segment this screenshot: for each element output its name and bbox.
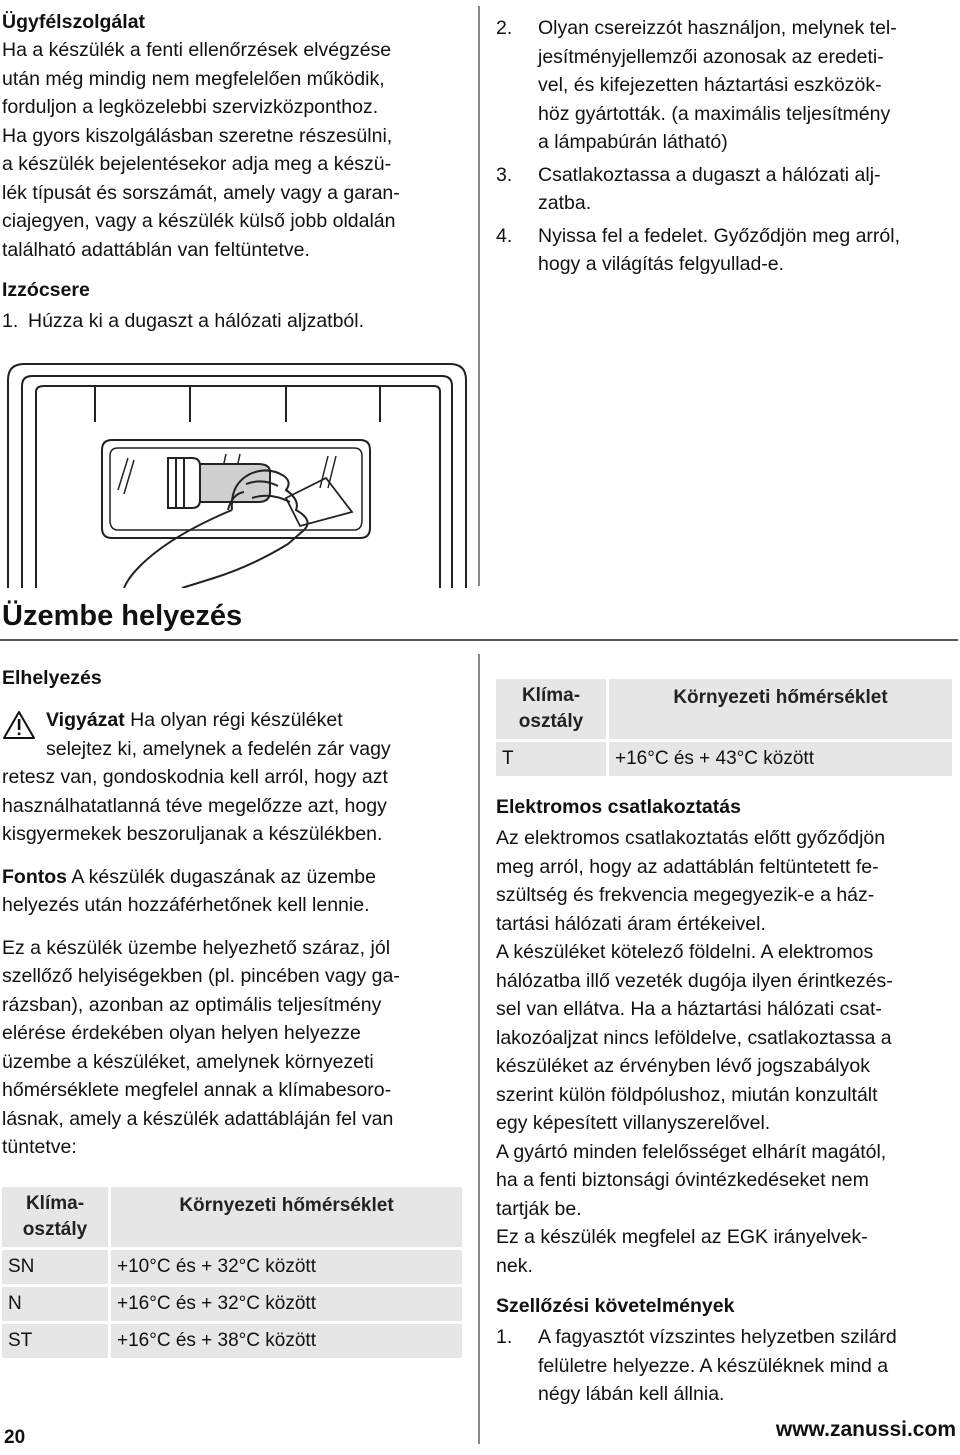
text-line: felületre helyezze. A készüléknek mind a bbox=[538, 1354, 889, 1377]
text-line: a lámpabúrán látható) bbox=[538, 131, 728, 153]
text-line: osztály bbox=[22, 1219, 88, 1240]
text-line: A fagyasztót vízszintes helyzetben szilárd bbox=[538, 1326, 897, 1348]
text-line: tartják be. bbox=[496, 1197, 582, 1220]
text-line: A gyártó minden felelősséget elhárít magától, bbox=[496, 1140, 887, 1163]
text-line: található adattáblán van feltüntetve. bbox=[2, 238, 310, 261]
table-row bbox=[2, 1287, 462, 1321]
step-text: Húzza ki a dugaszt a hálózati aljzatból. bbox=[28, 310, 365, 332]
warning-triangle-icon bbox=[2, 710, 36, 740]
text-line: hogy a világítás felgyullad-e. bbox=[538, 253, 785, 275]
text-line: hőmérséklete megfelel annak a klímabesoro- bbox=[2, 1079, 392, 1101]
text-line: üzembe a készüléket, amelynek környezeti bbox=[2, 1050, 374, 1073]
installation-section-title: Üzembe helyezés bbox=[2, 600, 243, 632]
text-line: rázsban), azonban az optimális teljesítmény bbox=[2, 993, 382, 1016]
text-line: lásnak, amely a készülék adattábláján fel van bbox=[2, 1107, 394, 1130]
text-line: sel van ellátva. Ha a háztartási hálózati csat- bbox=[496, 998, 882, 1020]
bulb-steps-list-continued bbox=[496, 14, 958, 279]
text-line: meg arról, hogy az adattáblán feltüntetett fe- bbox=[496, 855, 879, 878]
text-line: használhatatlanná téve megelőzze azt, hogy bbox=[2, 794, 387, 817]
lamp-replacement-illustration bbox=[0, 360, 480, 588]
warning-block bbox=[2, 706, 464, 849]
climate-class-cell: N bbox=[2, 1287, 108, 1321]
electrical-heading: Elektromos csatlakoztatás bbox=[496, 796, 741, 818]
text-line: tüntetve: bbox=[2, 1136, 77, 1158]
temperature-cell: +10°C és + 32°C között bbox=[111, 1250, 462, 1284]
bulb-steps-continued bbox=[496, 14, 958, 279]
warning-text: selejtez ki, amelynek a fedelén zár vagy bbox=[46, 737, 391, 760]
text-line: lék típusát és sorszámát, amely vagy a garan- bbox=[2, 181, 400, 204]
text-line: Ha gyors kiszolgálásban szeretne részesülni, bbox=[2, 124, 393, 147]
column-header-climate-class bbox=[496, 679, 606, 739]
text-line: retesz van, gondoskodnia kell arról, hogy azt bbox=[2, 766, 388, 788]
list-item bbox=[496, 161, 958, 218]
list-item bbox=[496, 1323, 956, 1409]
important-note bbox=[2, 863, 464, 920]
list-item bbox=[496, 222, 958, 279]
table-row bbox=[2, 1324, 462, 1358]
step-number: 1. bbox=[496, 1326, 513, 1348]
warning-label: Vigyázat bbox=[46, 709, 125, 731]
warning-text: Ha olyan régi készüléket bbox=[124, 709, 343, 731]
customer-service-section bbox=[2, 8, 468, 336]
ventilation-steps-list bbox=[496, 1323, 956, 1409]
step-number: 2. bbox=[496, 17, 513, 39]
text-line: ciajegyen, vagy a készülék külső jobb oldalán bbox=[2, 210, 396, 232]
list-item bbox=[2, 307, 468, 336]
compliance-paragraph bbox=[496, 1223, 956, 1280]
bulb-replacement-heading: Izzócsere bbox=[2, 279, 90, 301]
climate-class-table bbox=[493, 676, 955, 779]
column-header-temperature: Környezeti hőmérséklet bbox=[609, 679, 952, 739]
liability-paragraph bbox=[496, 1138, 956, 1224]
table-row bbox=[2, 1250, 462, 1284]
website-link: www.zanussi.com bbox=[775, 1418, 956, 1441]
electrical-paragraph bbox=[496, 824, 956, 938]
text-line: hálózatba illő vezeték dugója ilyen érintkezés- bbox=[496, 969, 893, 992]
list-item bbox=[496, 14, 958, 157]
text-line: zatba. bbox=[538, 192, 592, 214]
step-number: 4. bbox=[496, 224, 513, 247]
placement-section bbox=[2, 664, 464, 1162]
table-header-row bbox=[2, 1187, 462, 1247]
climate-class-table bbox=[0, 1184, 465, 1361]
text-line: helyezés után hozzáférhetőnek kell lennie. bbox=[2, 894, 370, 916]
text-line: elérése érdekében olyan helyen helyezze bbox=[2, 1022, 361, 1044]
text-line: A készüléket kötelező földelni. A elektromos bbox=[496, 941, 874, 963]
customer-service-paragraph bbox=[2, 36, 468, 264]
placement-paragraph bbox=[2, 934, 464, 1162]
column-header-temperature: Környezeti hőmérséklet bbox=[111, 1187, 462, 1247]
text-line: forduljon a legközelebbi szervizközponthoz. bbox=[2, 96, 379, 118]
text-line: Olyan csereizzót használjon, melynek tel- bbox=[538, 17, 897, 39]
text-line: jesítményjellemzői azonosak az eredeti- bbox=[538, 45, 884, 68]
text-line: höz gyártották. (a maximális teljesítmény bbox=[538, 102, 891, 125]
text-line: Csatlakoztassa a dugaszt a hálózati alj- bbox=[538, 163, 881, 186]
text-line: Nyissa fel a fedelet. Győződjön meg arról, bbox=[538, 224, 901, 247]
text-line: Ez a készülék üzembe helyezhető száraz, jól bbox=[2, 936, 391, 959]
column-header-climate-class bbox=[2, 1187, 108, 1247]
climate-class-cell: SN bbox=[2, 1250, 108, 1284]
text-line: kisgyermekek beszoruljanak a készülékben. bbox=[2, 823, 383, 845]
text-line: A készülék dugaszának az üzembe bbox=[66, 865, 376, 888]
text-line: a készülék bejelentésekor adja meg a készü- bbox=[2, 153, 392, 175]
bulb-steps-list bbox=[2, 307, 468, 336]
temperature-cell: +16°C és + 38°C között bbox=[111, 1324, 462, 1358]
text-line: szellőző helyiségekben (pl. pincében vagy ga- bbox=[2, 965, 400, 987]
text-line: Ez a készülék megfelel az EGK irányelvek- bbox=[496, 1226, 868, 1248]
text-line: Ha a készülék a fenti ellenőrzések elvégzése bbox=[2, 39, 392, 61]
text-line: szültség és frekvencia megegyezik-e a ház- bbox=[496, 884, 875, 906]
temperature-cell: +16°C és + 43°C között bbox=[609, 742, 952, 776]
text-line: Az elektromos csatlakoztatás előtt győződjön bbox=[496, 827, 886, 849]
text-line: négy lábán kell állnia. bbox=[538, 1383, 725, 1405]
grounding-paragraph bbox=[496, 938, 956, 1138]
temperature-cell: +16°C és + 32°C között bbox=[111, 1287, 462, 1321]
ventilation-heading: Szellőzési követelmények bbox=[496, 1295, 735, 1317]
electrical-section bbox=[496, 676, 956, 1409]
text-line: lakozóaljzat nincs leföldelve, csatlakoztassa a bbox=[496, 1026, 892, 1049]
text-line: tartási hálózati áram értékeivel. bbox=[496, 912, 766, 935]
text-line: szerint külön földpólushoz, miután konzultált bbox=[496, 1083, 878, 1106]
text-line: osztály bbox=[518, 711, 584, 732]
text-line: készüléket az érvényben lévő jogszabályok bbox=[496, 1055, 870, 1077]
step-number: 3. bbox=[496, 163, 513, 186]
text-line: vel, és kifejezetten háztartási eszközök- bbox=[538, 74, 882, 96]
step-text bbox=[538, 1323, 956, 1409]
step-text bbox=[538, 14, 958, 157]
text-line: Klíma- bbox=[521, 685, 581, 706]
step-text bbox=[538, 161, 958, 218]
warning-continued bbox=[2, 763, 464, 849]
text-line: ha a fenti biztonsági óvintézkedéseket nem bbox=[496, 1169, 869, 1191]
climate-class-cell: ST bbox=[2, 1324, 108, 1358]
important-label: Fontos bbox=[2, 865, 67, 888]
table-row bbox=[496, 742, 952, 776]
table-header-row bbox=[496, 679, 952, 739]
column-divider-bottom bbox=[478, 654, 480, 1444]
customer-service-heading: Ügyfélszolgálat bbox=[2, 11, 146, 33]
text-line: után még mindig nem megfelelően működik, bbox=[2, 67, 385, 90]
step-text bbox=[538, 222, 958, 279]
text-line: Klíma- bbox=[25, 1193, 85, 1214]
text-line: nek. bbox=[496, 1254, 533, 1277]
section-divider bbox=[0, 639, 958, 641]
text-line: egy képesített villanyszerelővel. bbox=[496, 1112, 771, 1134]
placement-heading: Elhelyezés bbox=[2, 667, 102, 689]
climate-class-cell: T bbox=[496, 742, 606, 776]
page-number: 20 bbox=[4, 1427, 26, 1448]
step-number: 1. bbox=[2, 310, 19, 332]
